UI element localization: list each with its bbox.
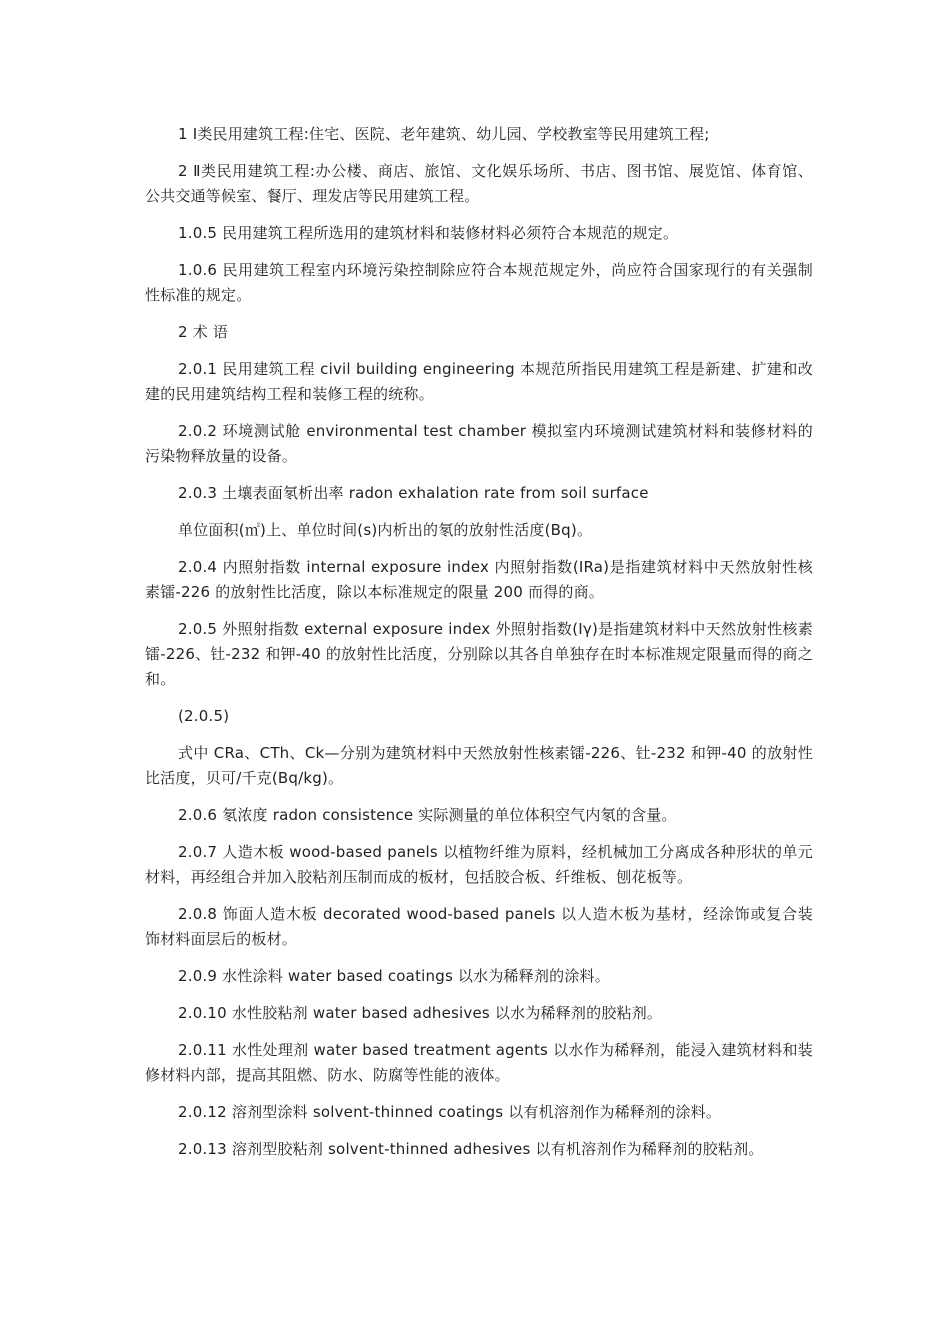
paragraph-1-0-5: 1.0.5 民用建筑工程所选用的建筑材料和装修材料必须符合本规范的规定。 xyxy=(178,224,679,242)
paragraph-2-0-13: 2.0.13 溶剂型胶粘剂 solvent-thinned adhesives 以有机溶剂作为稀释剂的胶粘剂。 xyxy=(178,1140,764,1158)
paragraph-2-0-10: 2.0.10 水性胶粘剂 water based adhesives 以水为稀释剂的胶粘剂。 xyxy=(178,1004,663,1022)
section-heading-terms: 2 术 语 xyxy=(178,323,229,341)
paragraph-class-1-buildings: 1 Ⅰ类民用建筑工程:住宅、医院、老年建筑、幼儿园、学校教室等民用建筑工程; xyxy=(178,125,710,143)
paragraph-class-2-buildings: 2 Ⅱ类民用建筑工程:办公楼、商店、旅馆、文化娱乐场所、书店、图书馆、展览馆、体育馆、公共交通等候室、餐厅、理发店等民用建筑工程。 xyxy=(145,162,813,205)
paragraph-2-0-11: 2.0.11 水性处理剂 water based treatment agents 以水作为稀释剂，能浸入建筑材料和装修材料内部，提高其阻燃、防水、防腐等性能的液体。 xyxy=(145,1041,813,1084)
paragraph-1-0-6: 1.0.6 民用建筑工程室内环境污染控制除应符合本规范规定外，尚应符合国家现行的有关强制性标准的规定。 xyxy=(145,261,813,304)
paragraph-2-0-6: 2.0.6 氡浓度 radon consistence 实际测量的单位体积空气内氡的含量。 xyxy=(178,806,677,824)
paragraph-2-0-4: 2.0.4 内照射指数 internal exposure index 内照射指数(IRa)是指建筑材料中天然放射性核素镭-226 的放射性比活度，除以本标准规定的限量 200 而得的商。 xyxy=(145,558,813,601)
equation-number-2-0-5: (2.0.5) xyxy=(178,707,230,725)
paragraph-2-0-12: 2.0.12 溶剂型涂料 solvent-thinned coatings 以有机溶剂作为稀释剂的涂料。 xyxy=(178,1103,722,1121)
paragraph-2-0-9: 2.0.9 水性涂料 water based coatings 以水为稀释剂的涂料。 xyxy=(178,967,610,985)
paragraph-2-0-8: 2.0.8 饰面人造木板 decorated wood-based panels 以人造木板为基材，经涂饰或复合装饰材料面层后的板材。 xyxy=(145,905,813,948)
paragraph-2-0-7: 2.0.7 人造木板 wood-based panels 以植物纤维为原料，经机械加工分离成各种形状的单元材料，再经组合并加入胶粘剂压制而成的板材，包括胶合板、纤维板、刨花板等。 xyxy=(145,843,813,886)
document-body xyxy=(145,122,813,1174)
paragraph-2-0-2: 2.0.2 环境测试舱 environmental test chamber 模拟室内环境测试建筑材料和装修材料的污染物释放量的设备。 xyxy=(145,422,813,465)
paragraph-2-0-3: 2.0.3 土壤表面氡析出率 radon exhalation rate from soil surface xyxy=(178,484,649,502)
paragraph-2-0-3-definition: 单位面积(㎡)上、单位时间(s)内析出的氡的放射性活度(Bq)。 xyxy=(178,521,593,539)
paragraph-formula-variables: 式中 CRa、CTh、Ck—分别为建筑材料中天然放射性核素镭-226、钍-232 和钾-40 的放射性比活度，贝可/千克(Bq/kg)。 xyxy=(145,744,813,787)
paragraph-2-0-5: 2.0.5 外照射指数 external exposure index 外照射指数(Iγ)是指建筑材料中天然放射性核素镭-226、钍-232 和钾-40 的放射性比活度，分别除以其各自单独存在时本标准规定限量而得的商之和。 xyxy=(145,620,813,688)
paragraph-2-0-1: 2.0.1 民用建筑工程 civil building engineering 本规范所指民用建筑工程是新建、扩建和改建的民用建筑结构工程和装修工程的统称。 xyxy=(145,360,813,403)
